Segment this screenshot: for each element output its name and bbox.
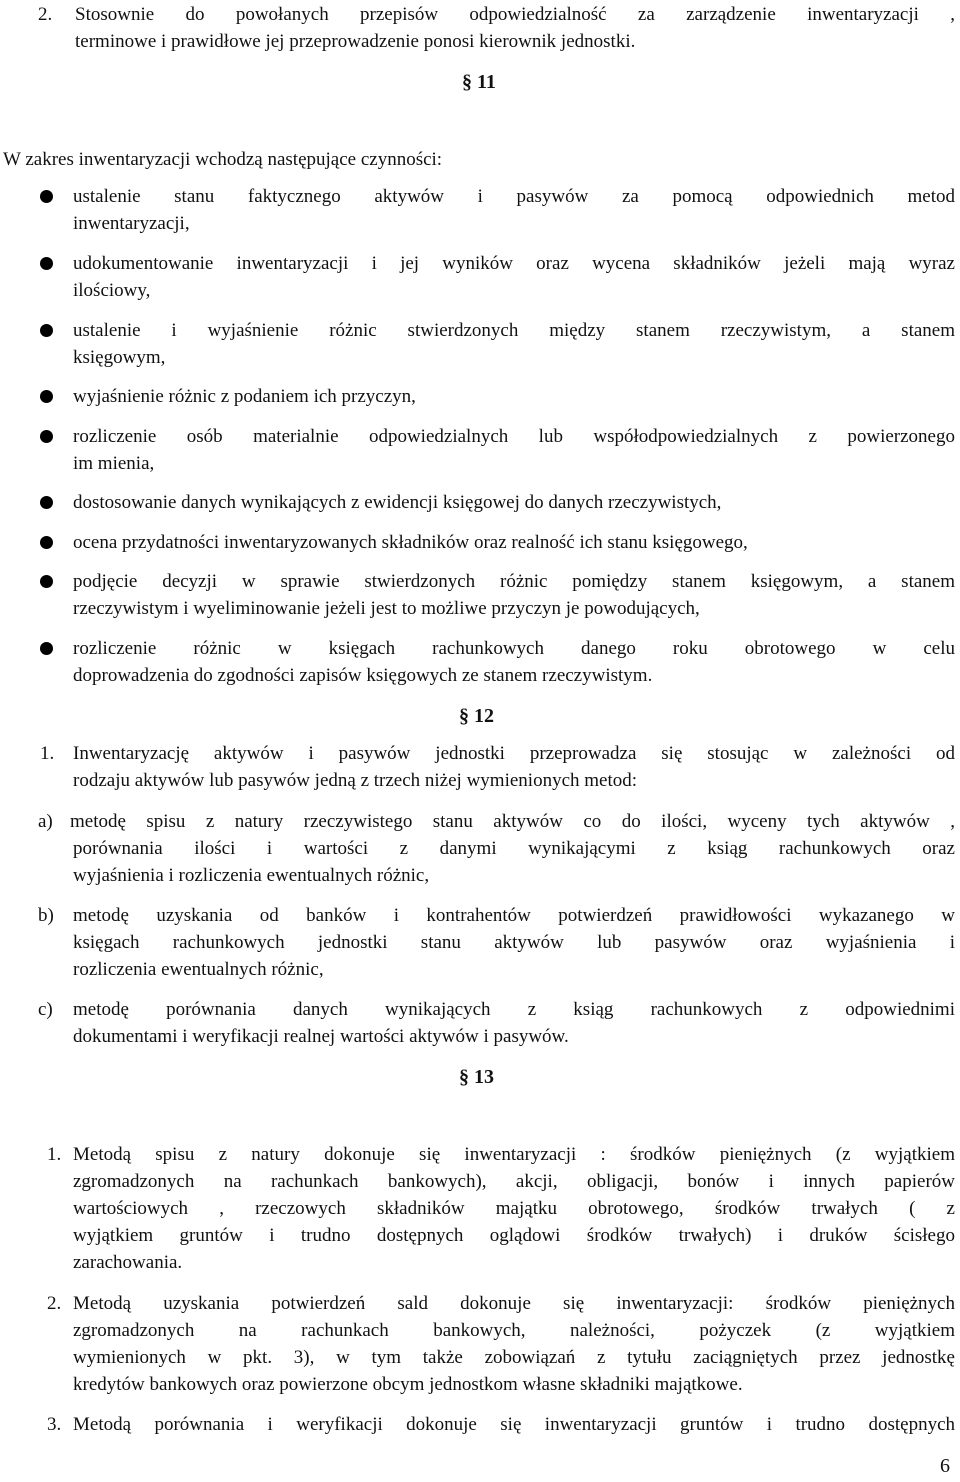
bullet-9-line-1: rozliczenie różnic w księgach rachunkowych danego roku obrotowego w celu bbox=[73, 638, 955, 659]
bullet-icon bbox=[40, 324, 53, 337]
bullet-8-line-2: rzeczywistym i wyeliminowanie jeżeli jest to możliwe przyczyn je powodujących, bbox=[73, 598, 700, 619]
bullet-icon bbox=[40, 190, 53, 203]
bullet-1-line-1: ustalenie stanu faktycznego aktywów i pasywów za pomocą odpowiednich metod bbox=[73, 186, 955, 207]
section-13-item-3-number: 3. bbox=[47, 1414, 62, 1435]
bullet-icon bbox=[40, 257, 53, 270]
section-13-item-2-line-1: Metodą uzyskania potwierdzeń sald dokonuje się inwentaryzacji: środków pieniężnych bbox=[73, 1293, 955, 1314]
bullet-8-line-1: podjęcie decyzji w sprawie stwierdzonych różnic pomiędzy stanem księgowym, a stanem bbox=[73, 571, 955, 592]
section-13-item-1-line-3: wartościowych , rzeczowych składników majątku obrotowego, środków trwałych ( z bbox=[73, 1198, 955, 1219]
method-b-label: b) bbox=[38, 905, 54, 926]
section-12-item-line-2: rodzaju aktywów lub pasywów jedną z trzech niżej wymienionych metod: bbox=[73, 770, 638, 791]
bullet-icon bbox=[40, 430, 53, 443]
section-12-item-number: 1. bbox=[40, 743, 55, 764]
bullet-icon bbox=[40, 642, 53, 655]
section-13-item-3-line-1: Metodą porównania i weryfikacji dokonuje się inwentaryzacji gruntów i trudno dostępnych bbox=[73, 1414, 955, 1435]
bullet-icon bbox=[40, 536, 53, 549]
section-11-intro: W zakres inwentaryzacji wchodzą następujące czynności: bbox=[3, 149, 443, 170]
method-a-line-1: metodę spisu z natury rzeczywistego stanu aktywów co do ilości, wyceny tych aktywów , bbox=[70, 811, 955, 832]
bullet-4-line-1: wyjaśnienie różnic z podaniem ich przyczyn, bbox=[73, 386, 416, 407]
method-b-line-1: metodę uzyskania od banków i kontrahentów potwierdzeń prawidłowości wykazanego w bbox=[73, 905, 955, 926]
section-13-item-1-line-1: Metodą spisu z natury dokonuje się inwentaryzacji : środków pieniężnych (z wyjątkiem bbox=[73, 1144, 955, 1165]
bullet-2-line-1: udokumentowanie inwentaryzacji i jej wyników oraz wycena składników jeżeli mają wyraz bbox=[73, 253, 955, 274]
bullet-icon bbox=[40, 390, 53, 403]
page-number: 6 bbox=[940, 1455, 950, 1477]
method-c-label: c) bbox=[38, 999, 53, 1020]
section-11-heading: § 11 bbox=[462, 71, 496, 93]
intro-item-line-1: Stosownie do powołanych przepisów odpowiedzialność za zarządzenie inwentaryzacji , bbox=[75, 4, 955, 25]
section-13-item-2-line-3: wymienionych w pkt. 3), w tym także zobowiązań z tytułu zaciągniętych przez jednostkę bbox=[73, 1347, 955, 1368]
bullet-3-line-2: księgowym, bbox=[73, 347, 166, 368]
section-13-item-2-line-4: kredytów bankowych oraz powierzone obcym jednostkom własne składniki majątkowe. bbox=[73, 1374, 743, 1395]
section-13-item-1-line-2: zgromadzonych na rachunkach bankowych), akcji, obligacji, bonów i innych papierów bbox=[73, 1171, 955, 1192]
section-13-item-2-line-2: zgromadzonych na rachunkach bankowych, należności, pożyczek (z wyjątkiem bbox=[73, 1320, 955, 1341]
bullet-6-line-1: dostosowanie danych wynikających z ewidencji księgowej do danych rzeczywistych, bbox=[73, 492, 722, 513]
bullet-2-line-2: ilościowy, bbox=[73, 280, 151, 301]
section-13-item-1-line-4: wyjątkiem gruntów i trudno dostępnych oglądowi środków trwałych) i druków ścisłego bbox=[73, 1225, 955, 1246]
section-12-item-line-1: Inwentaryzację aktywów i pasywów jednostki przeprowadza się stosując w zależności od bbox=[73, 743, 955, 764]
bullet-9-line-2: doprowadzenia do zgodności zapisów księgowych ze stanem rzeczywistym. bbox=[73, 665, 653, 686]
section-13-item-1-line-5: zarachowania. bbox=[73, 1252, 183, 1273]
method-b-line-3: rozliczenia ewentualnych różnic, bbox=[73, 959, 324, 980]
bullet-1-line-2: inwentaryzacji, bbox=[73, 213, 190, 234]
method-c-line-2: dokumentami i weryfikacji realnej wartości aktywów i pasywów. bbox=[73, 1026, 569, 1047]
method-b-line-2: księgach rachunkowych jednostki stanu aktywów lub pasywów oraz wyjaśnienia i bbox=[73, 932, 955, 953]
bullet-3-line-1: ustalenie i wyjaśnienie różnic stwierdzonych między stanem rzeczywistym, a stanem bbox=[73, 320, 955, 341]
intro-item-number: 2. bbox=[38, 4, 53, 25]
bullet-icon bbox=[40, 496, 53, 509]
section-13-item-1-number: 1. bbox=[47, 1144, 62, 1165]
method-a-line-2: porównania ilości i wartości z danymi wynikającymi z ksiąg rachunkowych oraz bbox=[73, 838, 955, 859]
method-a-line-3: wyjaśnienia i rozliczenia ewentualnych różnic, bbox=[73, 865, 430, 886]
bullet-5-line-1: rozliczenie osób materialnie odpowiedzialnych lub współodpowiedzialnych z powierzonego bbox=[73, 426, 955, 447]
section-13-heading: § 13 bbox=[459, 1066, 494, 1088]
section-12-heading: § 12 bbox=[459, 705, 494, 727]
method-a-label: a) bbox=[38, 811, 53, 832]
bullet-icon bbox=[40, 575, 53, 588]
intro-item-line-2: terminowe i prawidłowe jej przeprowadzenie ponosi kierownik jednostki. bbox=[75, 31, 636, 52]
bullet-7-line-1: ocena przydatności inwentaryzowanych składników oraz realność ich stanu księgowego, bbox=[73, 532, 748, 553]
method-c-line-1: metodę porównania danych wynikających z ksiąg rachunkowych z odpowiednimi bbox=[73, 999, 955, 1020]
section-13-item-2-number: 2. bbox=[47, 1293, 62, 1314]
bullet-5-line-2: im mienia, bbox=[73, 453, 155, 474]
